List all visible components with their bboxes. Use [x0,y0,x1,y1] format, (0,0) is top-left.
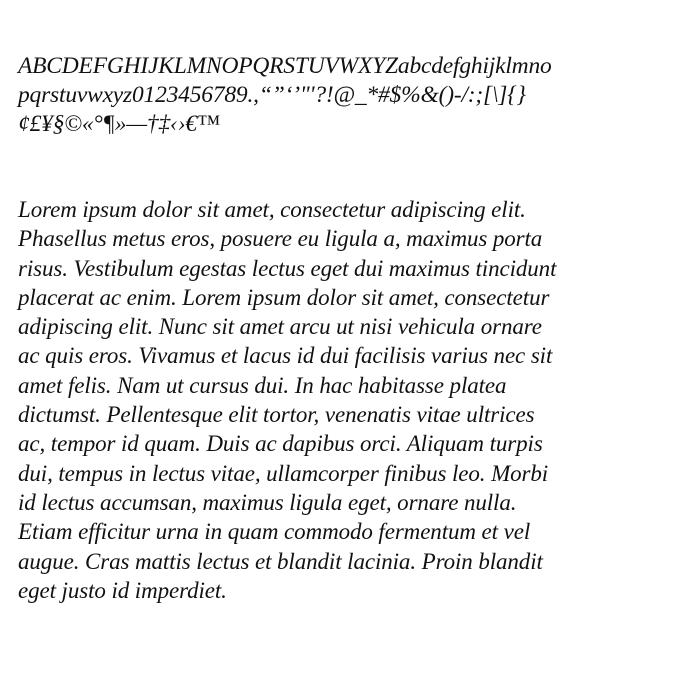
paragraph-line: risus. Vestibulum egestas lectus eget dui maximus tincidunt [18,255,557,281]
paragraph-line: ac quis eros. Vivamus et lacus id dui facilisis varius nec sit [18,343,553,369]
paragraph-line: dui, tempus in lectus vitae, ullamcorper finibus leo. Morbi [18,460,549,486]
glyph-specimen [18,52,698,139]
paragraph-line: Etiam efficitur urna in quam commodo fermentum et vel [18,519,531,545]
paragraph-line: Lorem ipsum dolor sit amet, consectetur adipiscing elit. [18,197,526,222]
specimen-line-symbols: ¢£¥§©«°¶»—†‡‹›€™ [18,111,220,137]
specimen-line-alphabet: ABCDEFGHIJKLMNOPQRSTUVWXYZabcdefghijklmno [18,53,552,79]
paragraph-line: adipiscing elit. Nunc sit amet arcu ut nisi vehicula ornare [18,314,542,340]
paragraph-line: eget justo id imperdiet. [18,577,227,603]
paragraph-line: ac, tempor id quam. Duis ac dapibus orci. Aliquam turpis [18,431,543,457]
paragraph-line: dictumst. Pellentesque elit tortor, venenatis vitae ultrices [18,402,535,428]
paragraph-line: placerat ac enim. Lorem ipsum dolor sit amet, consectetur [18,284,550,310]
specimen-line-lowercase-digits-punctuation: pqrstuvwxyz0123456789.,“”‘’"'?!@_*#$%&()-/:;[\]{} [18,82,526,108]
sample-paragraph [18,195,694,605]
paragraph-line: Phasellus metus eros, posuere eu ligula a, maximus porta [18,226,543,252]
paragraph-line: amet felis. Nam ut cursus dui. In hac habitasse platea [18,372,507,398]
paragraph-line: augue. Cras mattis lectus et blandit lacinia. Proin blandit [18,548,543,574]
paragraph-line: id lectus accumsan, maximus ligula eget, ornare nulla. [18,489,517,515]
